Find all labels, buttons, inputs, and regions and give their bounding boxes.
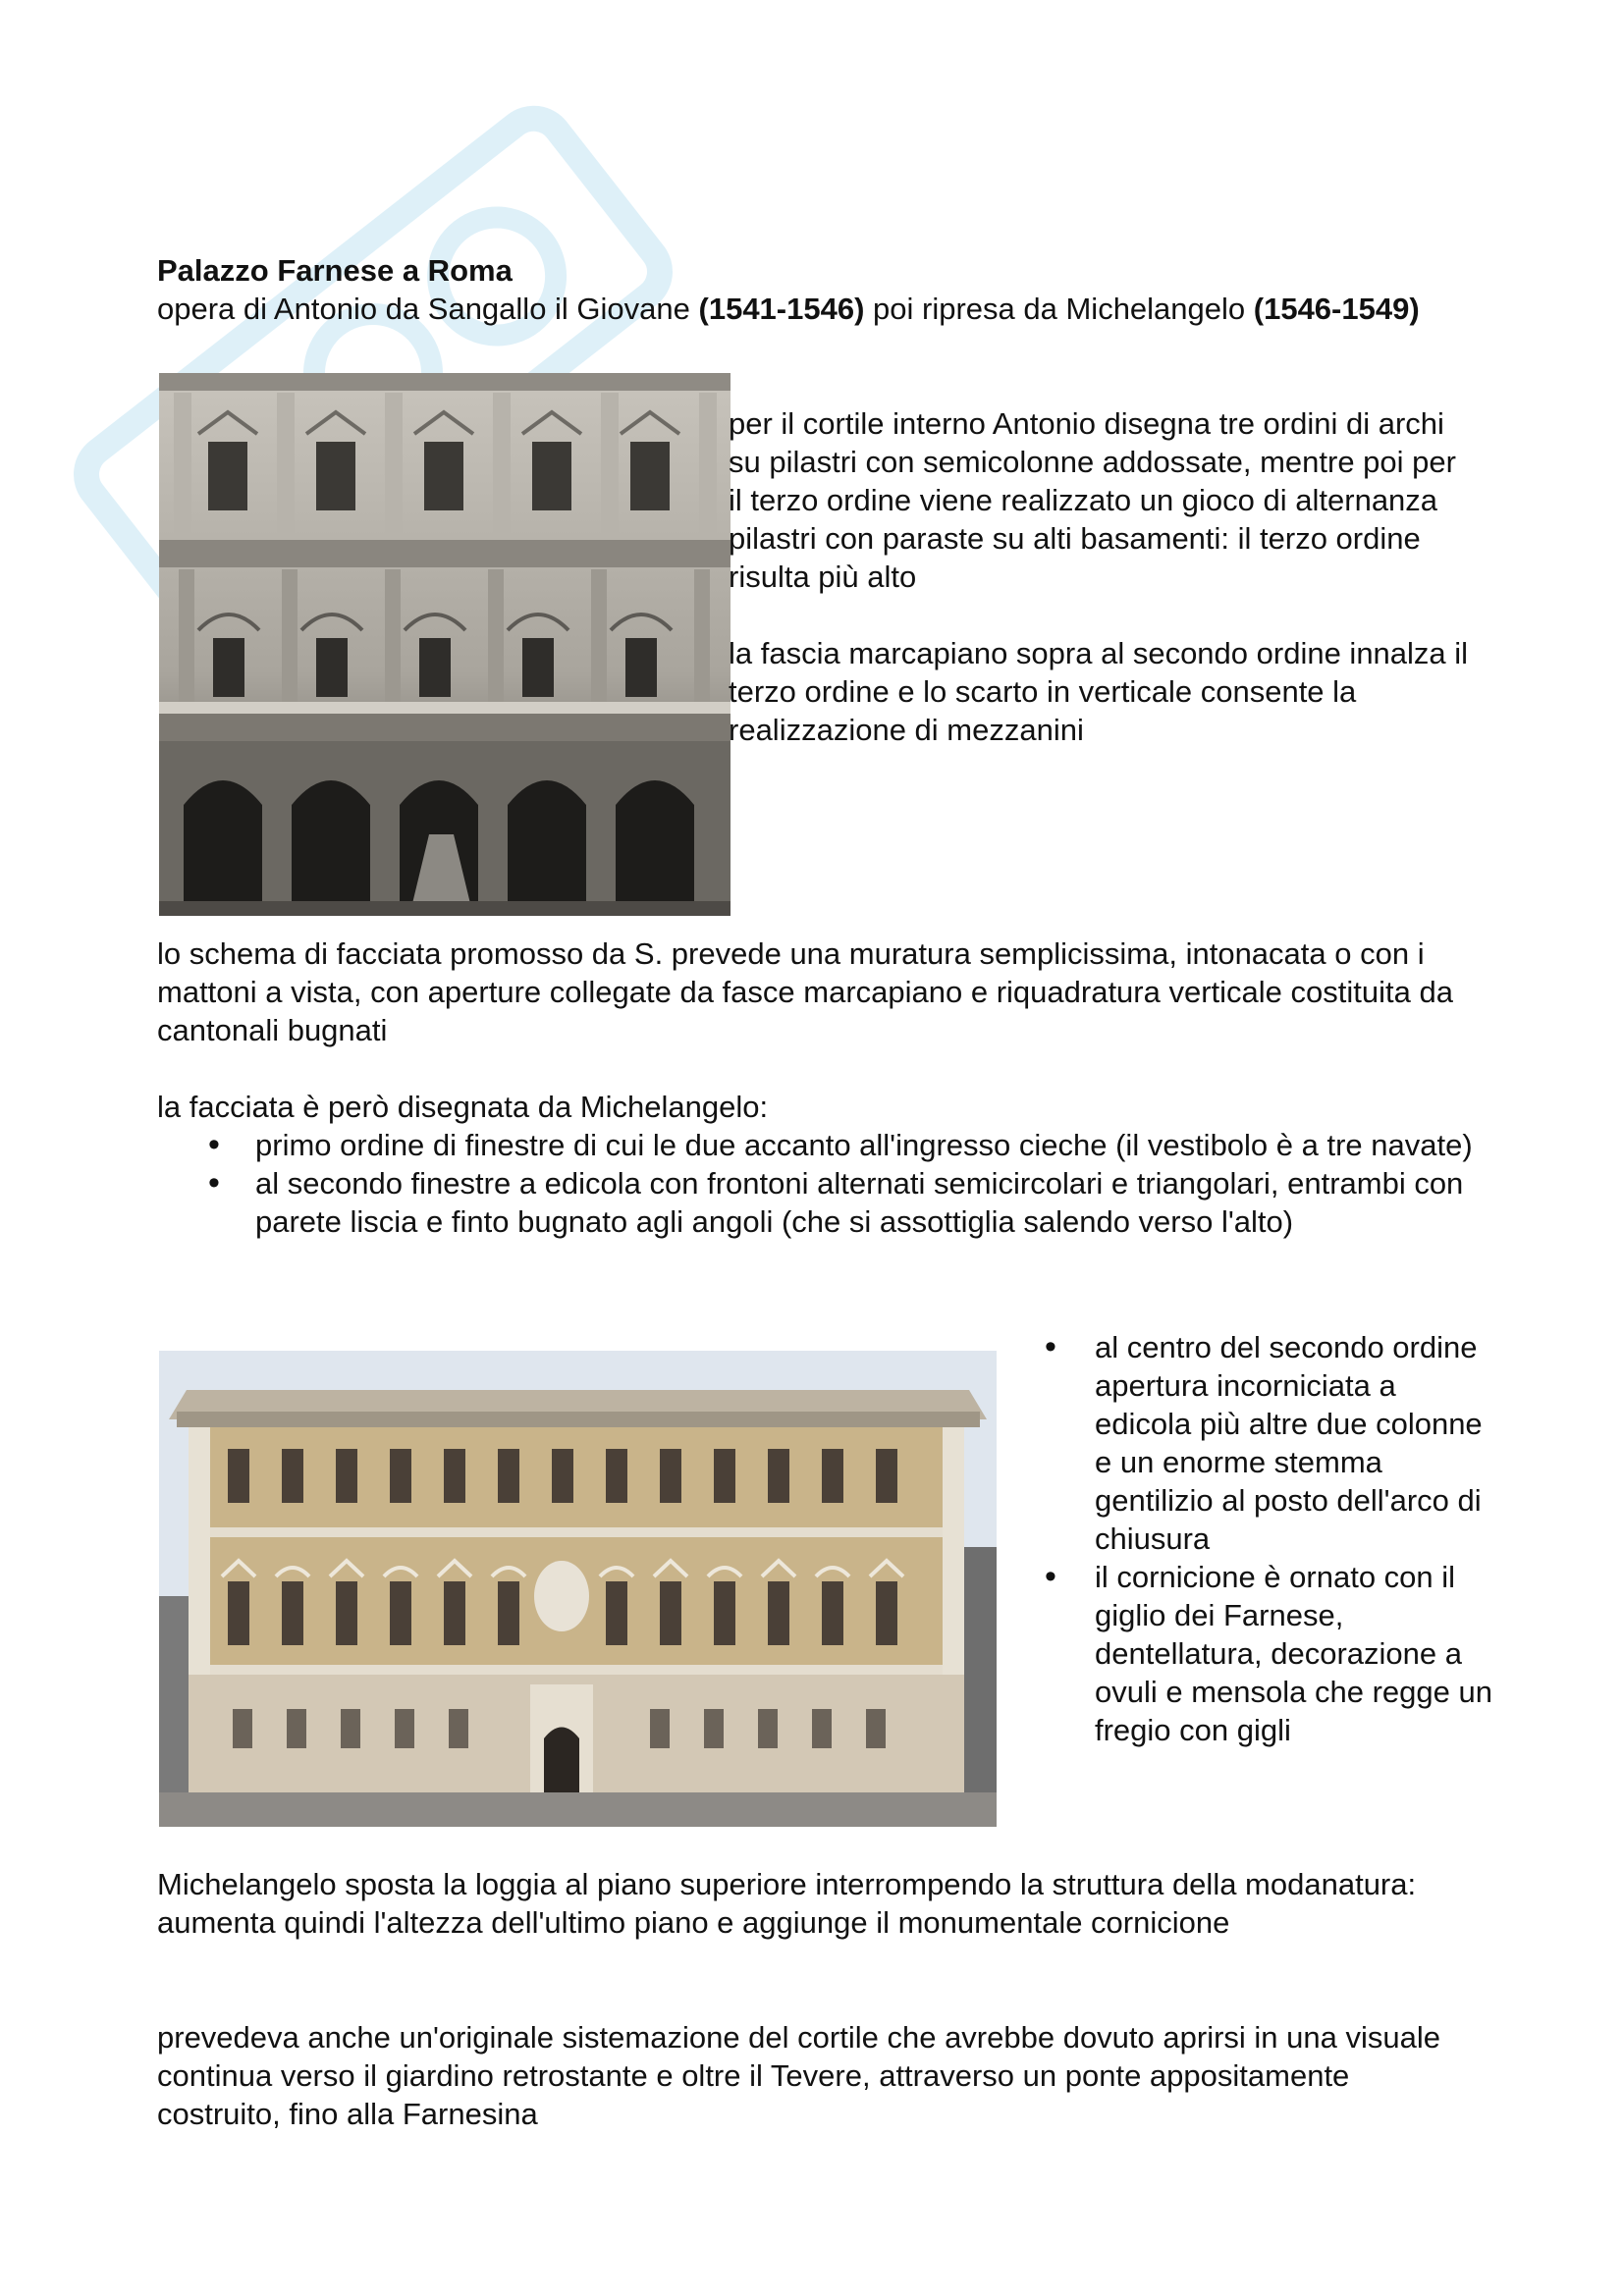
- subtitle-date-sangallo: (1541-1546): [698, 292, 865, 326]
- list-item: • primo ordine di finestre di cui le due accanto all'ingresso cieche (il vestibolo è a tre navate): [157, 1126, 1473, 1164]
- list-item: • al secondo finestre a edicola con frontoni alternati semicircolari e triangolari, entrambi con parete liscia e finto bugnato agli angoli (che si assottiglia salendo verso l'alto): [157, 1164, 1473, 1241]
- subtitle-date-michelangelo: (1546-1549): [1253, 292, 1420, 326]
- facade-features-list: [157, 1126, 1473, 1241]
- facade-photo: [159, 1351, 997, 1827]
- document-title: Palazzo Farnese a Roma: [157, 253, 513, 288]
- subtitle-text-mid: poi ripresa da Michelangelo: [864, 292, 1254, 326]
- courtyard-paragraph-2: la fascia marcapiano sopra al secondo ordine innalza il terzo ordine e lo scarto in verticale consente la realizzazione di mezzanini: [729, 636, 1469, 747]
- list-item: • il cornicione è ornato con il giglio dei Farnese, dentellatura, decorazione a ovuli e mensola che regge un fregio con gigli: [982, 1558, 1492, 1749]
- courtyard-photo: [159, 373, 730, 916]
- paragraph-cortile: prevedeva anche un'originale sistemazione del cortile che avrebbe dovuto aprirsi in una visuale continua verso il giardino retrostante e oltre il Tevere, attraverso un ponte appositamente costruito, fino alla Farnesina: [157, 2020, 1440, 2131]
- paragraph-facciata: la facciata è però disegnata da Michelangelo:: [157, 1090, 769, 1124]
- facade-details-list: [982, 1328, 1492, 1749]
- courtyard-description: [729, 404, 1475, 749]
- document-subtitle: [157, 290, 1473, 328]
- list-item: • al centro del secondo ordine apertura incorniciata a edicola più altre due colonne e un enorme stemma gentilizio al posto dell'arco di chiusura: [982, 1328, 1492, 1558]
- paragraph-schema: lo schema di facciata promosso da S. prevede una muratura semplicissima, intonacata o con i mattoni a vista, con aperture collegate da fasce marcapiano e riquadratura verticale costituita da cantonali bugnati: [157, 936, 1453, 1047]
- subtitle-text: opera di Antonio da Sangallo il Giovane: [157, 292, 699, 326]
- courtyard-paragraph-1: per il cortile interno Antonio disegna tre ordini di archi su pilastri con semicolonne addossate, mentre poi per il terzo ordine viene realizzato un gioco di alternanza pilastri con paraste su alti basamenti: il terzo ordine risulta più alto: [729, 406, 1456, 594]
- paragraph-loggia: Michelangelo sposta la loggia al piano superiore interrompendo la struttura della modanatura: aumenta quindi l'altezza dell'ultimo piano e aggiunge il monumentale cornicione: [157, 1867, 1417, 1940]
